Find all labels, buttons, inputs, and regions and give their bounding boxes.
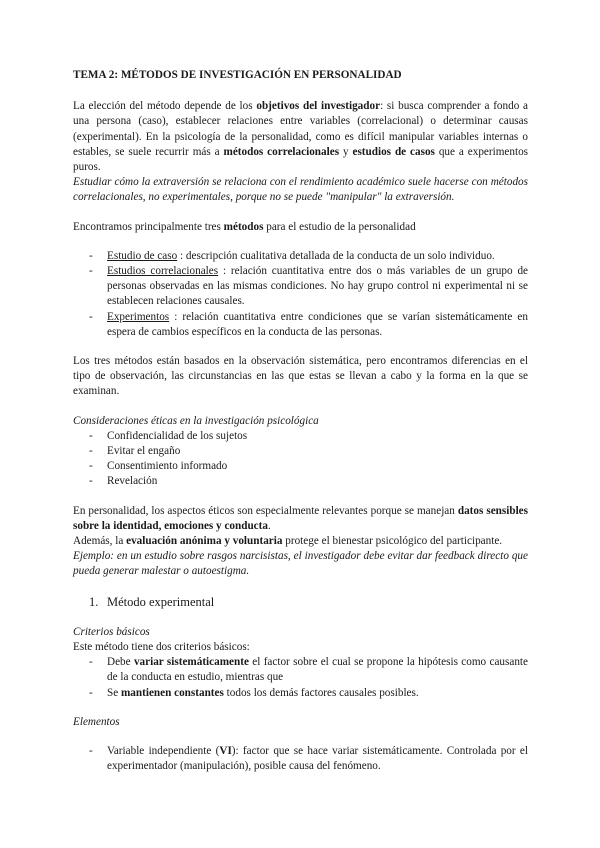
intro-paragraph: La elección del método depende de los objetivos del investigador: si busca comprender a fondo a una persona (caso), establecer relaciones entre variables (correlacional) o determinar causas (experimental). En la psicología de la personalidad, como es difícil manipular variables internas o estables, se suele recurrir más a métodos correlacionales y estudios de casos que a experimentos puros. bbox=[73, 100, 529, 174]
section-number: 1. bbox=[89, 594, 99, 609]
list-item: - Confidencialidad de los sujetos bbox=[73, 429, 528, 444]
list-item: - Consentimiento informado bbox=[73, 459, 528, 474]
list-item: - Estudio de caso : descripción cualitativa detallada de la conducta de un solo individuo. bbox=[73, 249, 528, 264]
section-heading: 1. Método experimental bbox=[89, 594, 215, 609]
document-page bbox=[73, 68, 528, 774]
elements-list bbox=[73, 744, 528, 774]
ethics-note: En personalidad, los aspectos éticos son especialmente relevantes porque se manejan datos sensibles sobre la identidad, emociones y conducta. bbox=[73, 504, 528, 532]
list-item: - Debe variar sistemáticamente el factor sobre el cual se propone la hipótesis como causante de la conducta en estudio, mientras que bbox=[73, 655, 528, 685]
page-title: TEMA 2: MÉTODOS DE INVESTIGACIÓN EN PERSONALIDAD bbox=[73, 69, 402, 81]
list-item: - Variable independiente (VI): factor que se hace variar sistemáticamente. Controlada por el experimentador (manipulación), posible causa del fenómeno. bbox=[73, 744, 528, 774]
methods-list bbox=[73, 249, 528, 340]
ethics-list bbox=[73, 429, 528, 490]
ethics-note-2: Además, la evaluación anónima y voluntaria protege el bienestar psicológico del participante. bbox=[73, 535, 503, 548]
observation-paragraph: Los tres métodos están basados en la observación sistemática, pero encontramos diferencias en el tipo de observación, las circunstancias en las que estas se llevan a cabo y la forma en la que se examinan. bbox=[73, 355, 528, 398]
list-item: - Revelación bbox=[73, 474, 528, 489]
ethics-heading: Consideraciones éticas en la investigación psicológica bbox=[73, 414, 319, 427]
ethics-example: Ejemplo: en un estudio sobre rasgos narcisistas, el investigador debe evitar dar feedback directo que pueda generar malestar o autoestigma. bbox=[73, 550, 528, 578]
list-item: - Experimentos : relación cuantitativa entre condiciones que se varían sistemáticamente en espera de cambios específicos en la conducta de las personas. bbox=[73, 310, 528, 340]
methods-intro: Encontramos principalmente tres métodos para el estudio de la personalidad bbox=[73, 220, 416, 233]
list-item: - Se mantienen constantes todos los demás factores causales posibles. bbox=[73, 686, 528, 701]
list-item: - Estudios correlacionales : relación cuantitativa entre dos o más variables de un grupo de personas observadas en las mismas condiciones. No hay grupo control ni experimental ni se establecen relaciones causales. bbox=[73, 264, 528, 310]
criteria-list bbox=[73, 655, 528, 701]
list-item: - Evitar el engaño bbox=[73, 444, 528, 459]
criteria-heading: Criterios básicos bbox=[73, 625, 150, 638]
criteria-intro: Este método tiene dos criterios básicos: bbox=[73, 640, 250, 653]
elements-heading: Elementos bbox=[73, 715, 120, 728]
intro-example: Estudiar cómo la extraversión se relaciona con el rendimiento académico suele hacerse con métodos correlacionales, no experimentales, porque no se puede "manipular" la extraversión. bbox=[73, 176, 528, 204]
section-heading-list bbox=[73, 594, 528, 611]
